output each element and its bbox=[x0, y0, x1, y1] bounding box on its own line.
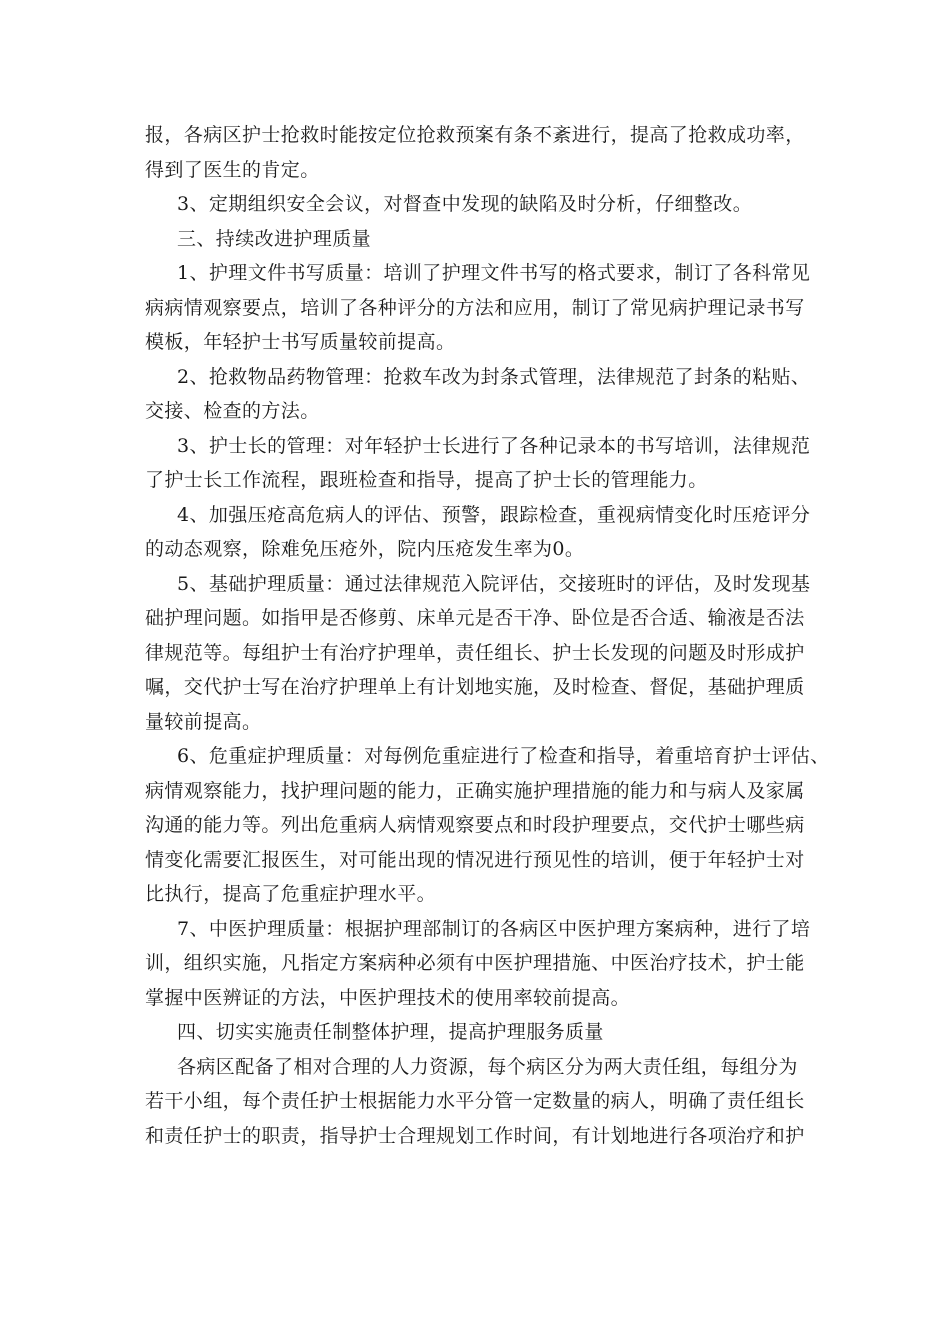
text-line: 训，组织实施，凡指定方案病种必须有中医护理措施、中医治疗技术，护士能 bbox=[145, 952, 805, 974]
text-line: 7、中医护理质量：根据护理部制订的各病区中医护理方案病种，进行了培 bbox=[177, 917, 811, 940]
text-line: 3、护士长的管理：对年轻护士长进行了各种记录本的书写培训，法律规范 bbox=[177, 434, 811, 457]
text-line: 础护理问题。如指甲是否修剪、床单元是否干净、卧位是否合适、输液是否法 bbox=[145, 607, 805, 629]
text-line: 5、基础护理质量：通过法律规范入院评估，交接班时的评估，及时发现基 bbox=[177, 572, 811, 595]
text-line: 病病情观察要点，培训了各种评分的方法和应用，制订了常见病护理记录书写 bbox=[145, 296, 805, 319]
text-line: 病情观察能力，找护理问题的能力，正确实施护理措施的能力和与病人及家属 bbox=[145, 779, 805, 802]
text-line: 各病区配备了相对合理的人力资源，每个病区分为两大责任组，每组分为 bbox=[177, 1055, 798, 1078]
text-line: 嘱，交代护士写在治疗护理单上有计划地实施，及时检查、督促，基础护理质 bbox=[145, 676, 805, 698]
text-line: 和责任护士的职责，指导护士合理规划工作时间，有计划地进行各项治疗和护 bbox=[145, 1124, 805, 1147]
text-line: 3、定期组织安全会议，对督查中发现的缺陷及时分析，仔细整改。 bbox=[177, 193, 753, 215]
text-line: 得到了医生的肯定。 bbox=[145, 158, 320, 181]
text-line: 了护士长工作流程，跟班检查和指导，提高了护士长的管理能力。 bbox=[145, 469, 708, 491]
text-line: 比执行，提高了危重症护理水平。 bbox=[145, 883, 437, 905]
text-line: 律规范等。每组护士有治疗护理单，责任组长、护士长发现的问题及时形成护 bbox=[145, 641, 805, 664]
text-line: 模板，年轻护士书写质量较前提高。 bbox=[145, 331, 456, 353]
text-line: 量较前提高。 bbox=[145, 710, 262, 733]
text-line: 若干小组，每个责任护士根据能力水平分管一定数量的病人，明确了责任组长 bbox=[145, 1090, 805, 1112]
text-line: 1、护理文件书写质量：培训了护理文件书写的格式要求，制订了各科常见 bbox=[177, 262, 811, 284]
text-line: 4、加强压疮高危病人的评估、预警，跟踪检查，重视病情变化时压疮评分 bbox=[177, 503, 811, 526]
text-line: 沟通的能力等。列出危重病人病情观察要点和时段护理要点，交代护士哪些病 bbox=[145, 814, 805, 836]
text-line: 四、切实实施责任制整体护理，提高护理服务质量 bbox=[177, 1021, 604, 1043]
text-line: 2、抢救物品药物管理：抢救车改为封条式管理，法律规范了封条的粘贴、 bbox=[177, 365, 811, 388]
text-line: 报，各病区护士抢救时能按定位抢救预案有条不紊进行，提高了抢救成功率， bbox=[145, 124, 805, 146]
text-line: 掌握中医辨证的方法，中医护理技术的使用率较前提高。 bbox=[145, 986, 631, 1009]
text-line: 的动态观察，除难免压疮外，院内压疮发生率为0。 bbox=[145, 538, 585, 560]
text-line: 交接、检查的方法。 bbox=[145, 400, 320, 422]
text-line: 6、危重症护理质量：对每例危重症进行了检查和指导，着重培育护士评估、 bbox=[177, 745, 830, 767]
text-line: 情变化需要汇报医生，对可能出现的情况进行预见性的培训，便于年轻护士对 bbox=[145, 848, 805, 871]
document-body bbox=[145, 118, 830, 1153]
text-line: 三、持续改进护理质量 bbox=[177, 227, 372, 250]
